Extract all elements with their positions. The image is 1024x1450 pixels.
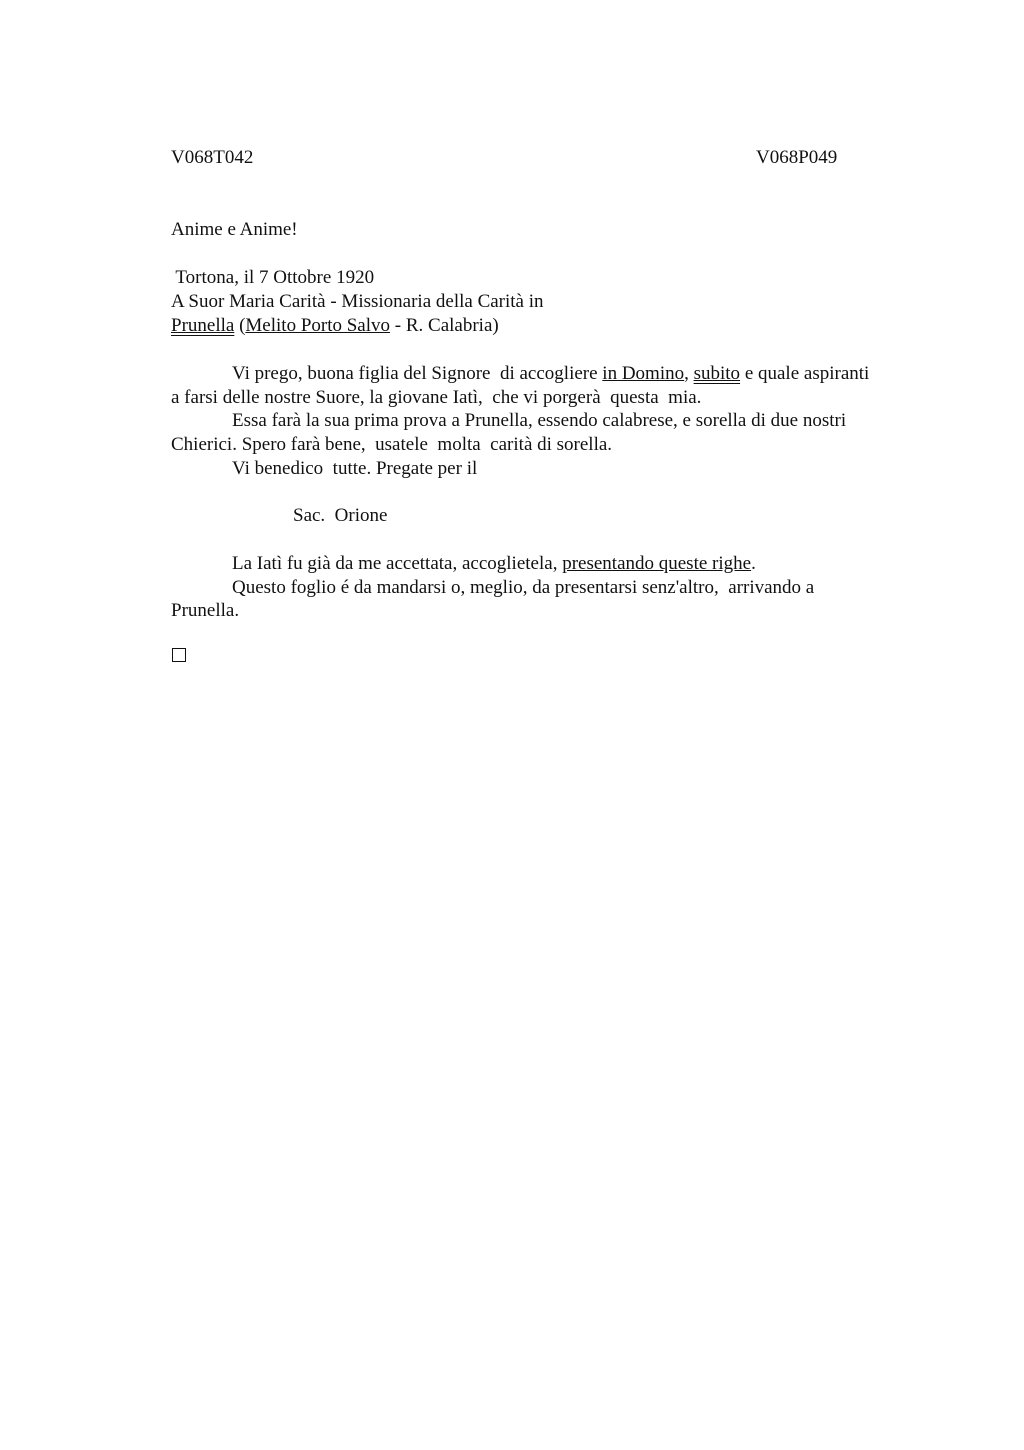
- recipient-address: Prunella (Melito Porto Salvo - R. Calabria): [171, 315, 499, 336]
- body-paragraph-2-cont: Chierici. Spero farà bene, usatele molta carità di sorella.: [171, 434, 613, 455]
- phrase-subito: subito: [693, 363, 741, 384]
- place-melito: Melito Porto Salvo: [245, 315, 391, 336]
- postscript-paragraph-1: La Iatì fu già da me accettata, accoglietela, presentando queste righe.: [232, 553, 756, 574]
- letter-title: Anime e Anime!: [171, 219, 298, 240]
- postscript-paragraph-2-cont: Prunella.: [171, 600, 240, 621]
- place-prunella: Prunella: [171, 315, 235, 336]
- body-paragraph-1: Vi prego, buona figlia del Signore di accogliere in Domino, subito e quale aspiranti: [232, 363, 870, 384]
- body-paragraph-1-cont: a farsi delle nostre Suore, la giovane Iatì, che vi porgerà questa mia.: [171, 387, 702, 408]
- document-code-right: V068P049: [756, 147, 838, 168]
- phrase-presentando: presentando queste righe: [562, 553, 752, 574]
- signature: Sac. Orione: [293, 505, 388, 526]
- document-code-left: V068T042: [171, 147, 254, 168]
- phrase-in-domino: in Domino: [602, 363, 685, 384]
- body-paragraph-2: Essa farà la sua prima prova a Prunella, essendo calabrese, e sorella di due nostri: [232, 410, 847, 431]
- recipient-line: A Suor Maria Carità - Missionaria della Carità in: [171, 291, 544, 312]
- place-date: Tortona, il 7 Ottobre 1920: [171, 267, 375, 288]
- body-paragraph-3: Vi benedico tutte. Pregate per il: [232, 458, 478, 479]
- postscript-paragraph-2: Questo foglio é da mandarsi o, meglio, da presentarsi senz'altro, arrivando a: [232, 577, 815, 598]
- checkbox-square-icon: [172, 648, 186, 662]
